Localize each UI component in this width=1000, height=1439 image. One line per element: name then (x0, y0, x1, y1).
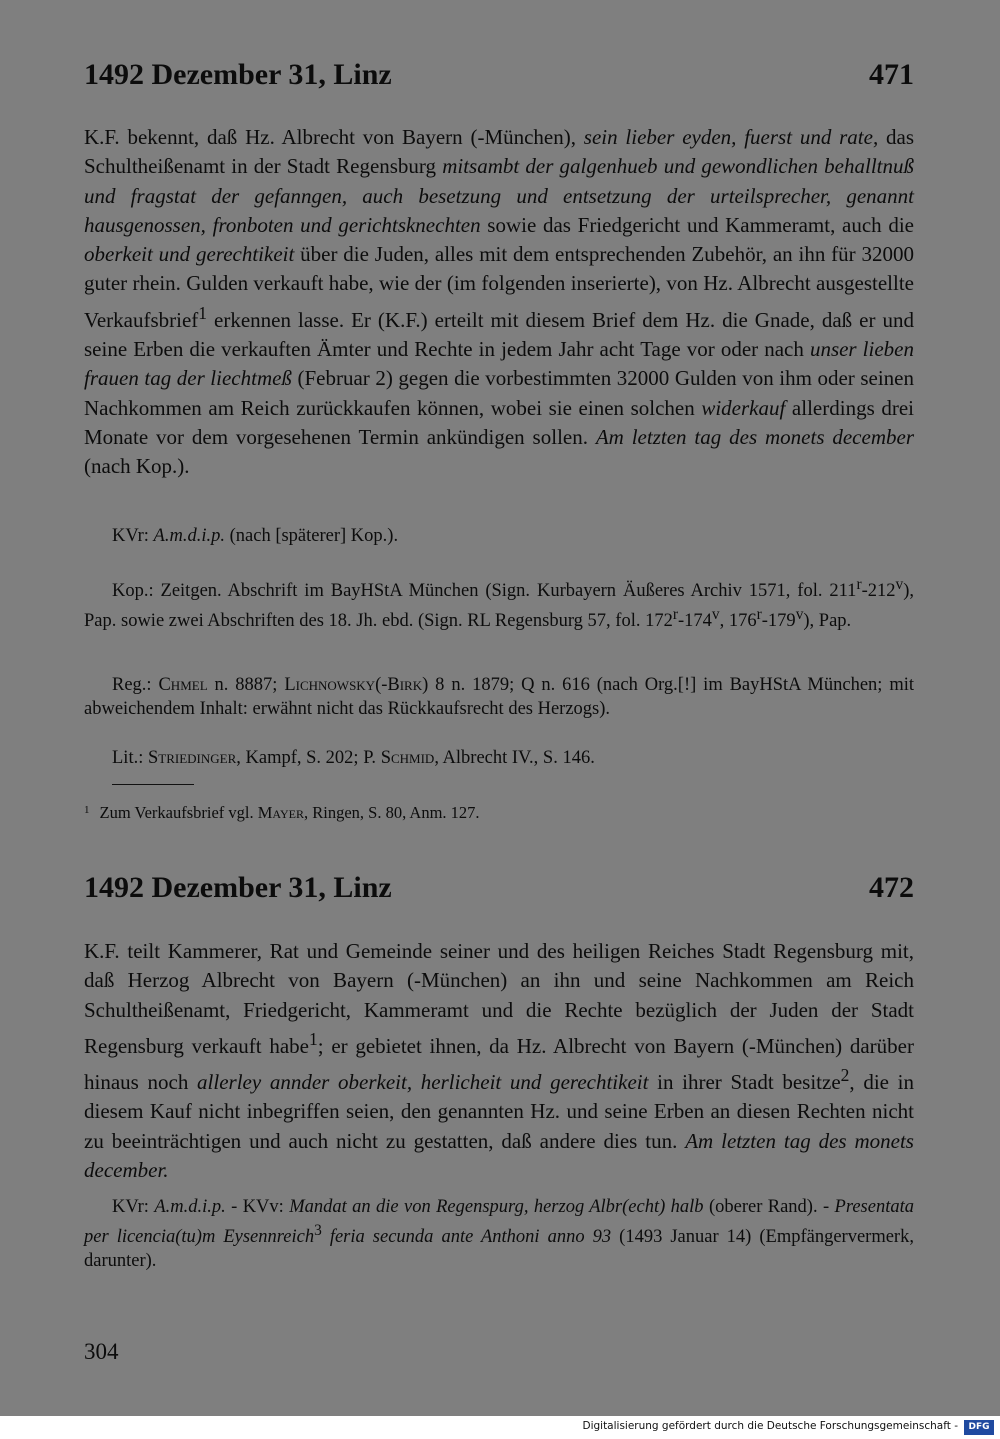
text-run: sowie das Friedgericht und Kammeramt, auch die (480, 212, 914, 237)
quoted-text: A.m.d.i.p. (154, 1197, 226, 1217)
entry-472-regest (84, 937, 914, 1185)
text-run: ; er gebietet ihnen, da Hz. Albrecht von Bayern (-München) darüber hinaus noch (84, 1033, 914, 1095)
quoted-text: A.m.d.i.p. (153, 526, 225, 546)
text-run: KVr: (112, 526, 154, 546)
author-name: Mayer (257, 803, 304, 822)
quoted-text: allerley annder oberkeit, herlicheit und gerechtikeit (197, 1070, 649, 1095)
author-name: Chmel (158, 675, 208, 695)
superscript: v (895, 576, 904, 593)
text-run: Zum Verkaufsbrief vgl. (99, 803, 258, 822)
superscript: v (795, 606, 804, 624)
text-run: , Albrecht IV., S. 146. (434, 748, 595, 768)
footnote-marker: 1 (198, 302, 208, 323)
entry-472-date-place: 1492 Dezember 31, Linz (84, 871, 392, 904)
text-run: -212 (861, 581, 896, 602)
quoted-text: sein lieber eyden, fuerst und rate, (583, 125, 879, 149)
quoted-text: oberkeit und gerechtikeit (84, 242, 295, 267)
text-run: das Schultheißenamt in der Stadt Regensburg (84, 125, 914, 179)
superscript: r (672, 606, 678, 624)
superscript: r (856, 576, 862, 593)
entry-472-kvr-note (84, 1195, 914, 1273)
entry-471-number: 471 (869, 58, 914, 91)
text-run: ), Pap. sowie zwei Abschriften des 18. Jh. ebd. (Sign. RL Regensburg 57, fol. 172 (84, 581, 914, 632)
text-run: (nach Kop.). (84, 454, 190, 479)
text-run: (1493 Januar 14) (Empfängervermerk, darunter). (84, 1227, 914, 1272)
superscript: v (711, 606, 720, 624)
entry-471-kvr-note (84, 524, 914, 548)
text-run: (nach [späterer] Kop.). (224, 526, 399, 546)
text-run: - KVv: (225, 1197, 290, 1217)
superscript: r (756, 606, 762, 624)
entry-471-regest (84, 123, 914, 482)
text-run: Kop.: Zeitgen. Abschrift im BayHStA München (Sign. Kurbayern Äußeres Archiv 1571, fol. 211 (112, 581, 857, 602)
text-run: , Kampf, S. 202; P. (236, 748, 381, 768)
entry-472-number: 472 (869, 871, 914, 904)
text-run: -179 (761, 611, 796, 632)
text-run: Lit.: (112, 748, 148, 768)
entry-471-kop-note (84, 573, 914, 633)
text-run: über die Juden, alles mit dem entsprechenden Zubehör, an ihn für 32000 guter rhein. Gulden verkauft habe, wie der (im folgenden inserierte), von Hz. Albrecht ausgestellte Verkaufsbrief (84, 242, 914, 332)
footnote-marker: 1 (84, 804, 90, 816)
quoted-text: Presentata per licencia(tu)m Eysennreich (84, 1197, 914, 1248)
text-run: erkennen lasse. Er (K.F.) erteilt mit diesem Brief dem Hz. die Gnade, daß er und seine Erben die verkauften Ämter und Rechte in jedem Jahr acht Tage vor oder nach (84, 307, 914, 362)
text-run: allerdings drei Monate vor dem vorgesehenen Termin ankündigen sollen. (84, 395, 914, 449)
text-run: KVr: (112, 1197, 155, 1217)
author-name: Lichnowsky(-Birk) (284, 675, 429, 695)
text-run: in ihrer Stadt besitze (648, 1070, 841, 1095)
text-run: (Februar 2) gegen die vorbestimmten 32000 Gulden von ihm oder seinen Nachkommen am Reich zurückkaufen können, wobei sie einen solchen (84, 366, 914, 420)
footnote-marker: 2 (840, 1065, 850, 1086)
quoted-text: feria secunda ante Anthoni anno 93 (321, 1227, 612, 1248)
text-run: ), Pap. (803, 611, 852, 632)
text-run: , Ringen, S. 80, Anm. 127. (304, 803, 480, 822)
author-name: Schmid (380, 748, 435, 768)
page-number: 304 (84, 1339, 119, 1364)
dfg-credit-bar (0, 1416, 1000, 1439)
quoted-text: widerkauf (701, 395, 786, 420)
text-run: , 176 (719, 611, 757, 632)
text-run: (oberer Rand). - (703, 1197, 835, 1217)
text-run: , die in diesem Kauf nicht inbegriffen seien, den genannten Hz. und seine Erben an diesen Rechten nicht zu beeinträchtigen und auch nicht zu gestatten, daß andere dies tun. (84, 1070, 914, 1153)
entry-471-footnote (84, 799, 914, 824)
entry-471-lit-note (84, 746, 914, 770)
text-run: K.F. bekennt, daß Hz. Albrecht von Bayern (-München), (84, 125, 584, 149)
dfg-credit-text: Digitalisierung gefördert durch die Deutsche Forschungsgemeinschaft - (582, 1420, 958, 1432)
text-run: Reg.: (112, 675, 159, 695)
quoted-text: Mandat an die von Regenspurg, herzog Albr(echt) halb (289, 1197, 704, 1217)
footnote-marker: 1 (309, 1028, 318, 1049)
footnote-marker: 3 (314, 1222, 322, 1239)
text-run: n. 8887; (207, 675, 285, 695)
quoted-text: mitsambt der galgenhueb und gewondlichen behalltnuß und fragstat der gefanngen, auch besetzung und entsetzung der urteilsprecher, genannt hausgenossen, fronboten und gerichtsknechten (84, 154, 914, 237)
quoted-text: Am letzten tag des monets december. (84, 1128, 914, 1183)
text-run: -174 (678, 611, 712, 632)
entry-471-date-place: 1492 Dezember 31, Linz (84, 58, 392, 91)
dfg-logo: DFG (964, 1420, 994, 1435)
author-name: Striedinger (147, 748, 237, 768)
text-run: K.F. teilt Kammerer, Rat und Gemeinde seiner und des heiligen Reiches Stadt Regensburg mit, daß Herzog Albrecht von Bayern (-München) an ihn und seine Nachkommen am Reich Schultheißenamt, Friedgericht, Kammeramt und die Rechte bezüglich der Juden der Stadt Regensburg verkauft habe (84, 939, 914, 1058)
quoted-text: Am letzten tag des monets december (595, 424, 914, 449)
footnote-separator (112, 784, 194, 785)
entry-471-reg-note (84, 673, 914, 721)
text-run: 8 n. 1879; Q n. 616 (nach Org.[!] im BayHStA München; mit abweichendem Inhalt: erwähnt nicht das Rückkaufsrecht des Herzogs). (84, 675, 914, 719)
quoted-text: unser lieben frauen tag der liechtmeß (84, 337, 914, 391)
